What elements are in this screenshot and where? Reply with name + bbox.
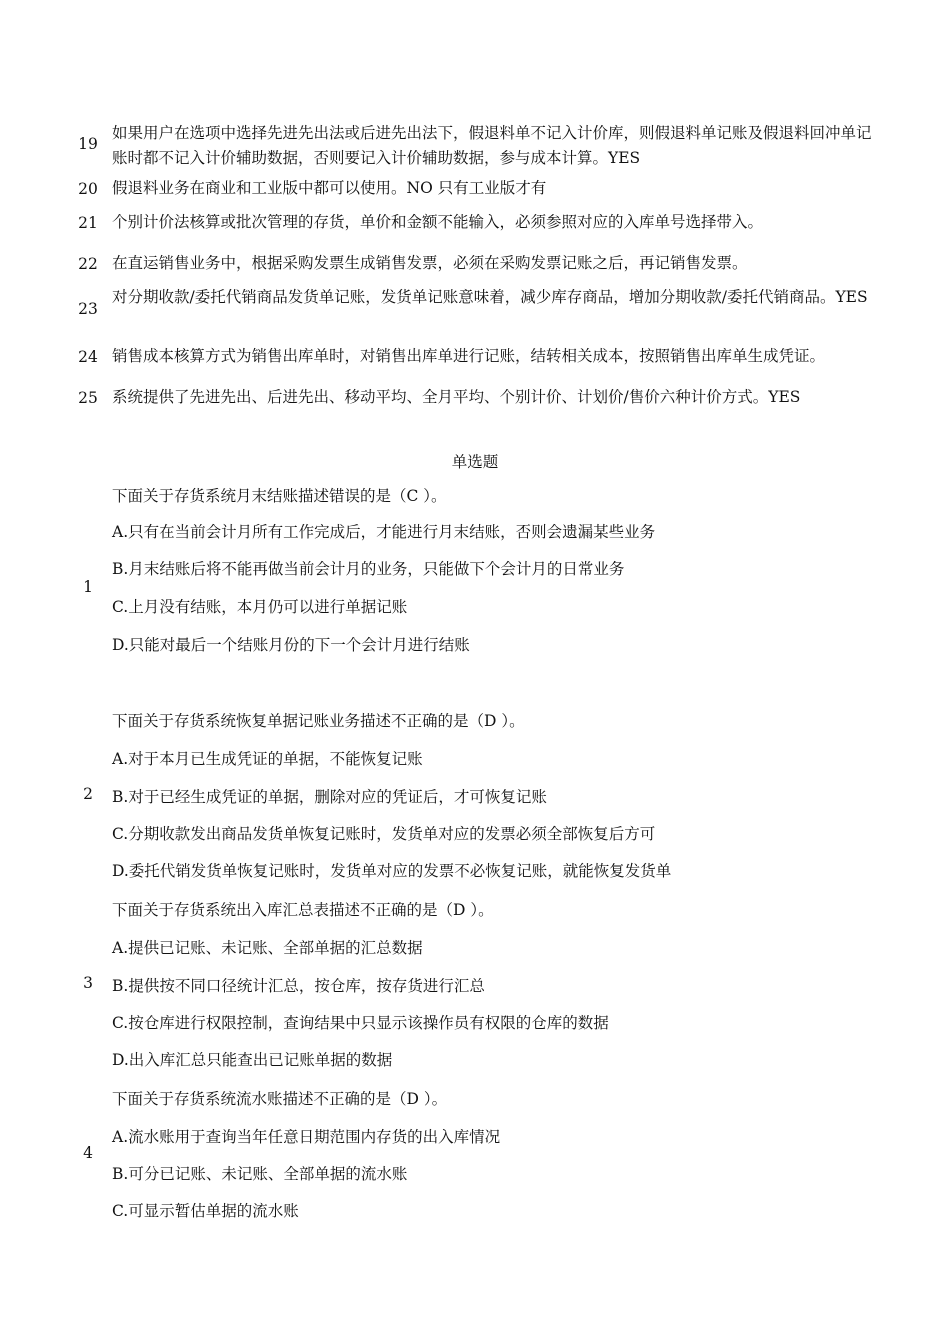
- item-text: 系统提供了先进先出、后进先出、移动平均、全月平均、个别计价、计划价/售价六种计价方式。YES: [112, 388, 801, 406]
- item-number: 4: [83, 1144, 93, 1162]
- option-c: C.可显示暂估单据的流水账: [112, 1202, 299, 1220]
- option-b: B.月末结账后将不能再做当前会计月的业务，只能做下个会计月的日常业务: [112, 560, 625, 578]
- item-number: 3: [83, 974, 93, 992]
- item-number: 23: [78, 300, 98, 318]
- question-text: 下面关于存货系统月末结账描述错误的是（C ）。: [112, 487, 447, 505]
- option-a: A.只有在当前会计月所有工作完成后，才能进行月末结账，否则会遗漏某些业务: [112, 523, 656, 541]
- item-text: 在直运销售业务中，根据采购发票生成销售发票，必须在采购发票记账之后，再记销售发票。: [112, 254, 748, 272]
- option-c: C.上月没有结账，本月仍可以进行单据记账: [112, 598, 408, 616]
- option-c: C.按仓库进行权限控制，查询结果中只显示该操作员有权限的仓库的数据: [112, 1014, 609, 1032]
- option-a: A.对于本月已生成凭证的单据，不能恢复记账: [112, 750, 423, 768]
- item-text: 销售成本核算方式为销售出库单时，对销售出库单进行记账，结转相关成本，按照销售出库单生成凭证。: [112, 347, 826, 365]
- option-a: A.流水账用于查询当年任意日期范围内存货的出入库情况: [112, 1128, 501, 1146]
- item-number: 2: [83, 785, 93, 803]
- item-number: 19: [78, 135, 98, 153]
- question-text: 下面关于存货系统出入库汇总表描述不正确的是（D ）。: [112, 901, 494, 919]
- option-b: B.可分已记账、未记账、全部单据的流水账: [112, 1165, 408, 1183]
- item-number: 21: [78, 214, 98, 232]
- option-b: B.对于已经生成凭证的单据，删除对应的凭证后，才可恢复记账: [112, 788, 547, 806]
- section-title: 单选题: [451, 453, 499, 471]
- item-number: 1: [83, 578, 93, 596]
- option-a: A.提供已记账、未记账、全部单据的汇总数据: [112, 939, 423, 957]
- item-text: 对分期收款/委托代销商品发货单记账，发货单记账意味着，减少库存商品，增加分期收款/委托代销商品。YES: [112, 288, 868, 306]
- option-b: B.提供按不同口径统计汇总，按仓库，按存货进行汇总: [112, 977, 485, 995]
- item-number: 25: [78, 389, 98, 407]
- question-text: 下面关于存货系统恢复单据记账业务描述不正确的是（D ）。: [112, 712, 525, 730]
- option-d: D.只能对最后一个结账月份的下一个会计月进行结账: [112, 636, 470, 654]
- option-c: C.分期收款发出商品发货单恢复记账时，发货单对应的发票必须全部恢复后方可: [112, 825, 656, 843]
- item-number: 22: [78, 255, 98, 273]
- item-text: 个别计价法核算或批次管理的存货，单价和金额不能输入，必须参照对应的入库单号选择带入。: [112, 213, 764, 231]
- option-d: D.委托代销发货单恢复记账时，发货单对应的发票不必恢复记账，就能恢复发货单: [112, 862, 672, 880]
- question-text: 下面关于存货系统流水账描述不正确的是（D ）。: [112, 1090, 448, 1108]
- item-text: 假退料业务在商业和工业版中都可以使用。NO 只有工业版才有: [112, 179, 547, 197]
- option-d: D.出入库汇总只能查出已记账单据的数据: [112, 1051, 393, 1069]
- item-number: 24: [78, 348, 98, 366]
- item-text: 如果用户在选项中选择先进先出法或后进先出法下，假退料单不记入计价库，则假退料单记账及假退料回冲单记账时都不记入计价辅助数据，否则要记入计价辅助数据，参与成本计算。YES: [112, 124, 872, 167]
- item-number: 20: [78, 180, 98, 198]
